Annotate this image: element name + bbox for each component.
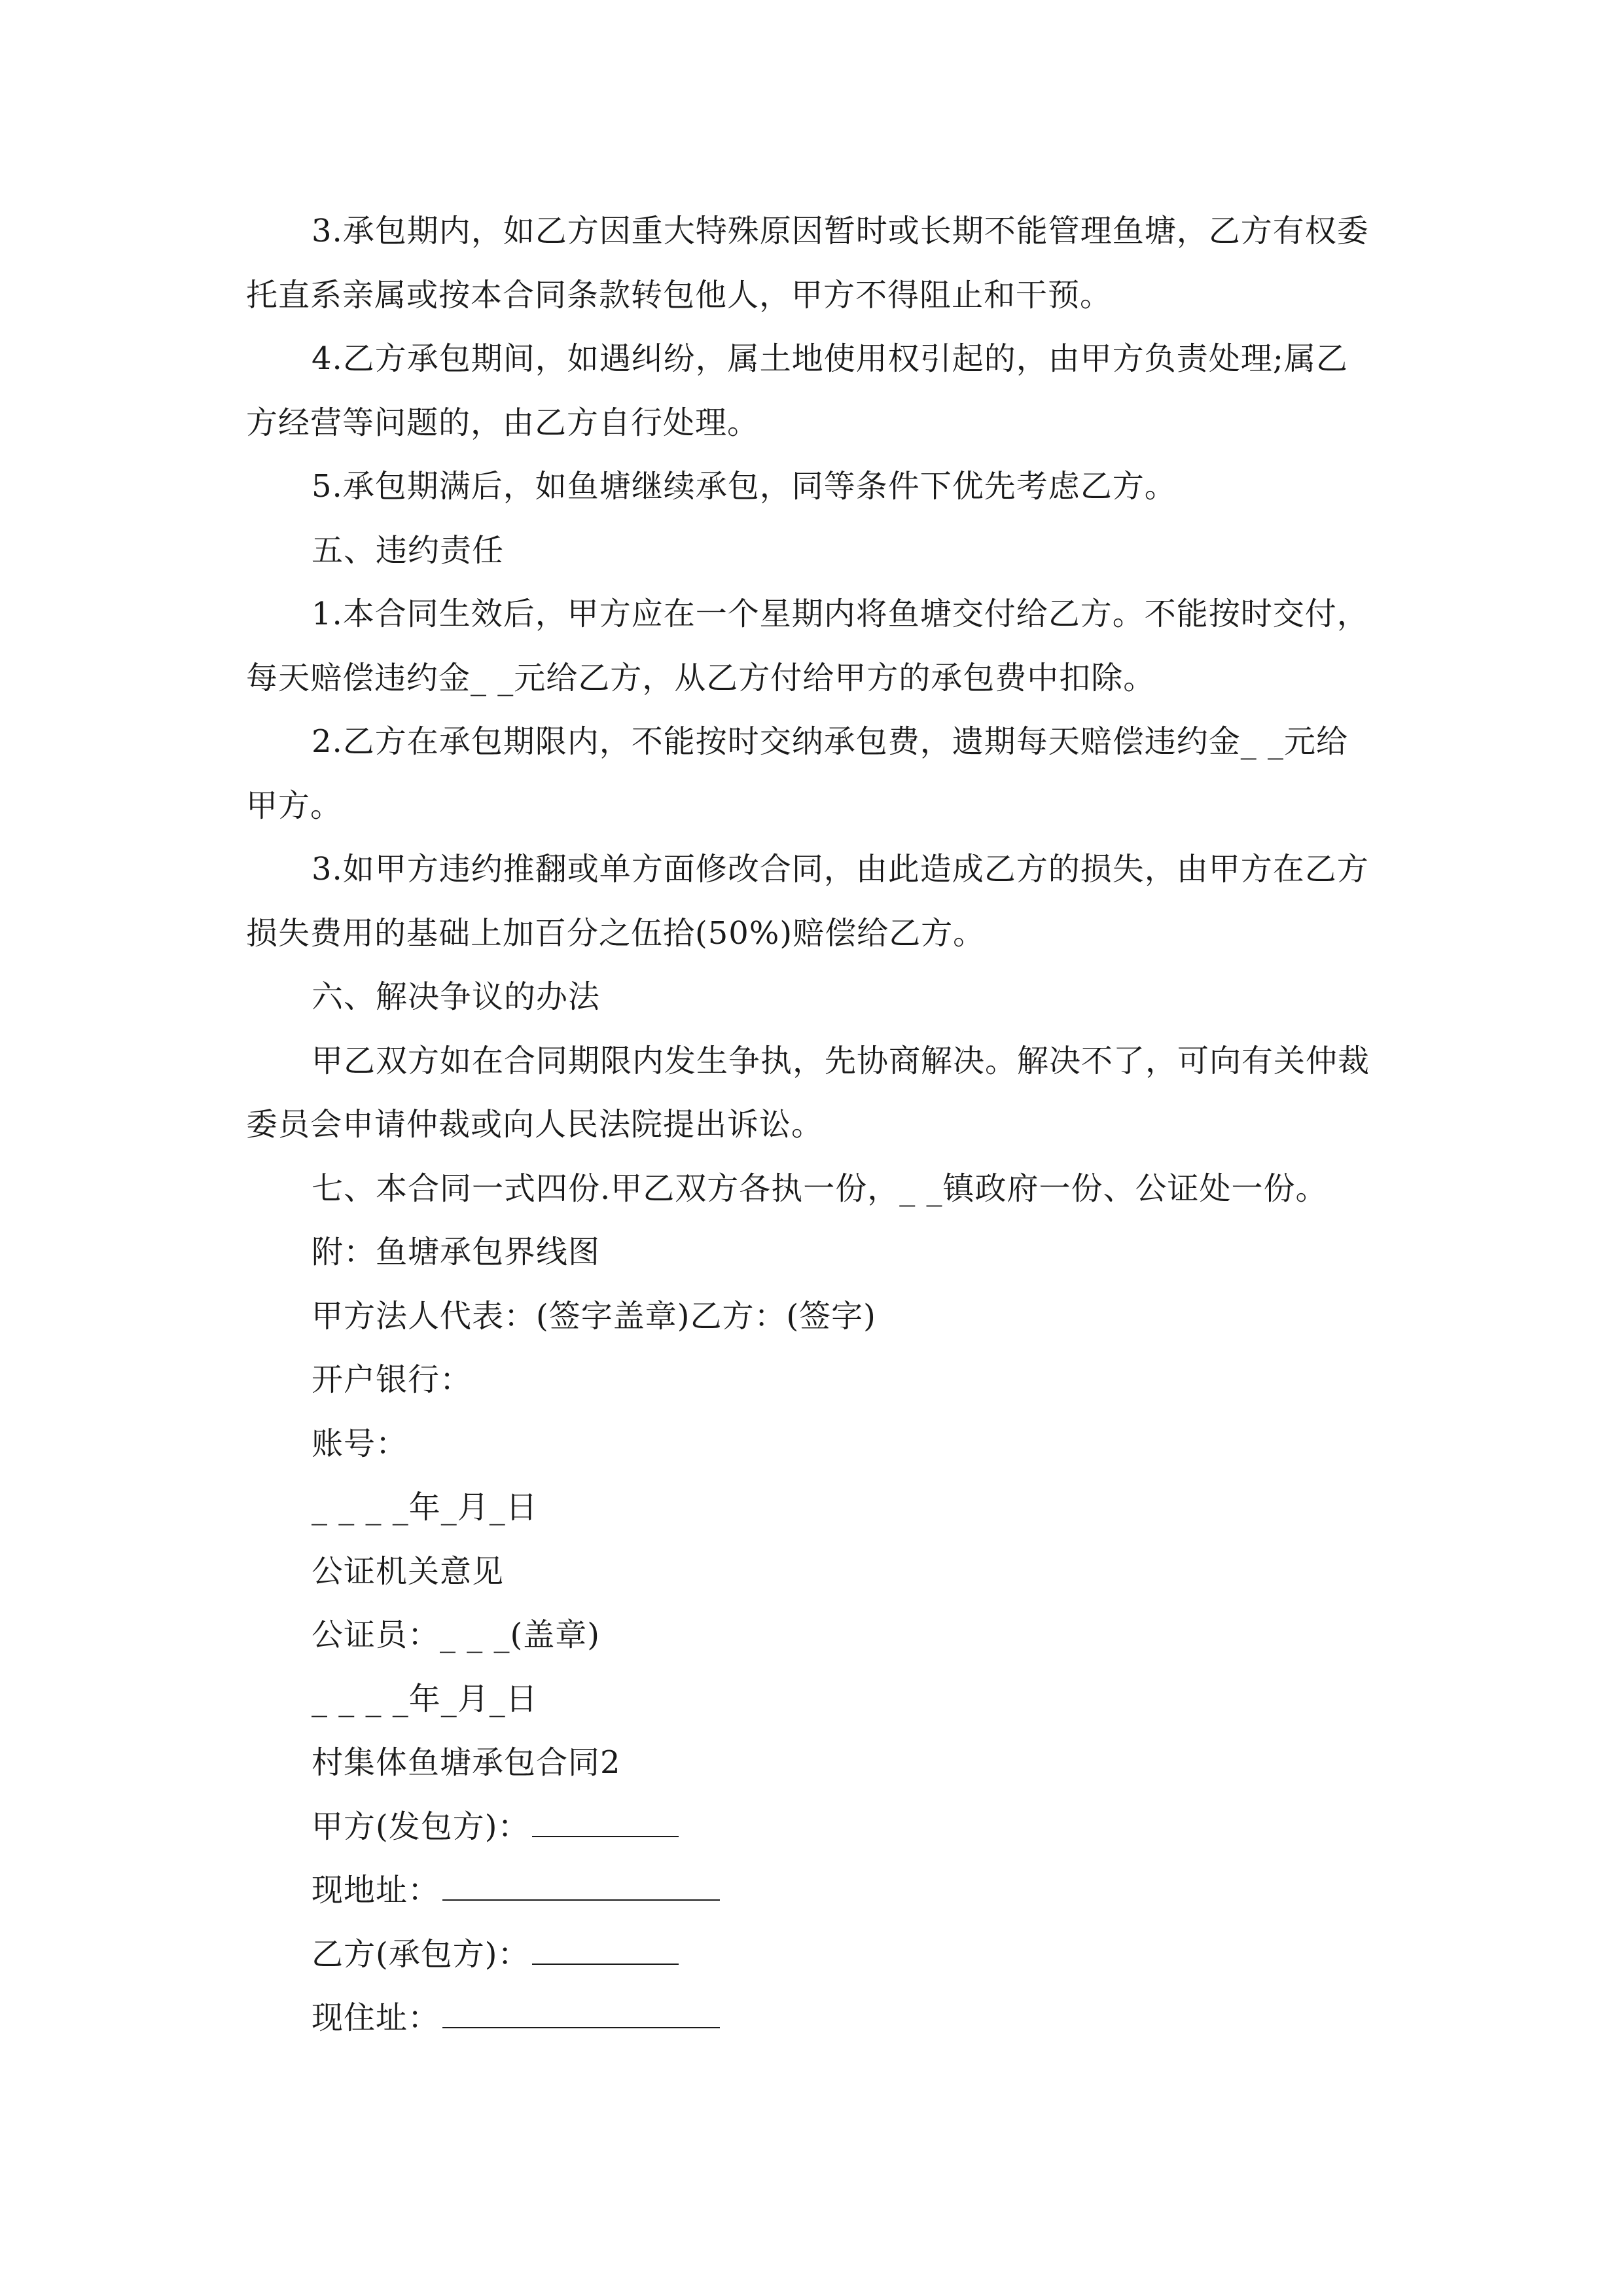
attachment-line: 附：鱼塘承包界线图 [312,1234,601,1270]
paragraph-line: 1.本合同生效后，甲方应在一个星期内将鱼塘交付给乙方。不能按时交付， [312,596,1369,632]
notary-line: 公证员：_ _ _(盖章) [312,1617,600,1653]
address-a-field [246,1859,1398,1923]
paragraph-line: 托直系亲属或按本合同条款转包他人，甲方不得阻止和干预。 [246,276,1113,314]
address-b-field [246,1986,1398,2051]
blank-underline [442,1877,720,1901]
bank-line: 开户银行： [312,1361,473,1398]
paragraph-line: 委员会申请仲裁或向人民法院提出诉讼。 [246,1106,824,1143]
blank-underline [532,1941,679,1965]
date-line: _ _ _ _年_月_日 [312,1680,538,1717]
contract-title-2: 村集体鱼塘承包合同2 [312,1744,621,1781]
document-body [246,200,1398,2051]
blank-underline [532,1814,679,1837]
notary-opinion-line: 公证机关意见 [312,1552,505,1590]
section-heading-copies: 七、本合同一式四份.甲乙双方各执一份，_ _镇政府一份、公证处一份。 [312,1170,1328,1207]
party-a-field [246,1795,1398,1859]
paragraph-line: 4.乙方承包期间，如遇纠纷，属土地使用权引起的，由甲方负责处理;属乙 [312,340,1348,377]
paragraph-line: 2.乙方在承包期限内，不能按时交纳承包费，遗期每天赔偿违约金_ _元给 [312,723,1349,760]
paragraph-line: 3.如甲方违约推翻或单方面修改合同，由此造成乙方的损失，由甲方在乙方 [312,851,1369,888]
signature-line: 甲方法人代表：(签字盖章)乙方：(签字) [312,1297,876,1335]
paragraph-line: 损失费用的基础上加百分之伍拾(50%)赔偿给乙方。 [246,914,986,952]
section-heading-dispute: 六、解决争议的办法 [312,978,601,1015]
paragraph-line: 甲乙双方如在合同期限内发生争执，先协商解决。解决不了，可向有关仲裁 [312,1042,1370,1079]
field-label: 乙方(承包方)： [312,1935,530,1973]
section-heading-breach: 五、违约责任 [312,531,505,569]
account-line: 账号： [312,1425,408,1462]
field-label: 甲方(发包方)： [312,1808,530,1845]
paragraph-line: 3.承包期内，如乙方因重大特殊原因暂时或长期不能管理鱼塘，乙方有权委 [312,213,1369,249]
blank-underline [442,2005,720,2028]
paragraph-line: 方经营等问题的，由乙方自行处理。 [246,404,760,441]
field-label: 现住址： [312,2000,440,2036]
paragraph-line: 每天赔偿违约金_ _元给乙方，从乙方付给甲方的承包费中扣除。 [246,659,1156,696]
paragraph-line: 甲方。 [246,787,343,824]
date-line: _ _ _ _年_月_日 [312,1489,538,1526]
party-b-field [246,1923,1398,1987]
paragraph-line: 5.承包期满后，如鱼塘继续承包，同等条件下优先考虑乙方。 [312,468,1177,505]
field-label: 现地址： [312,1872,440,1909]
